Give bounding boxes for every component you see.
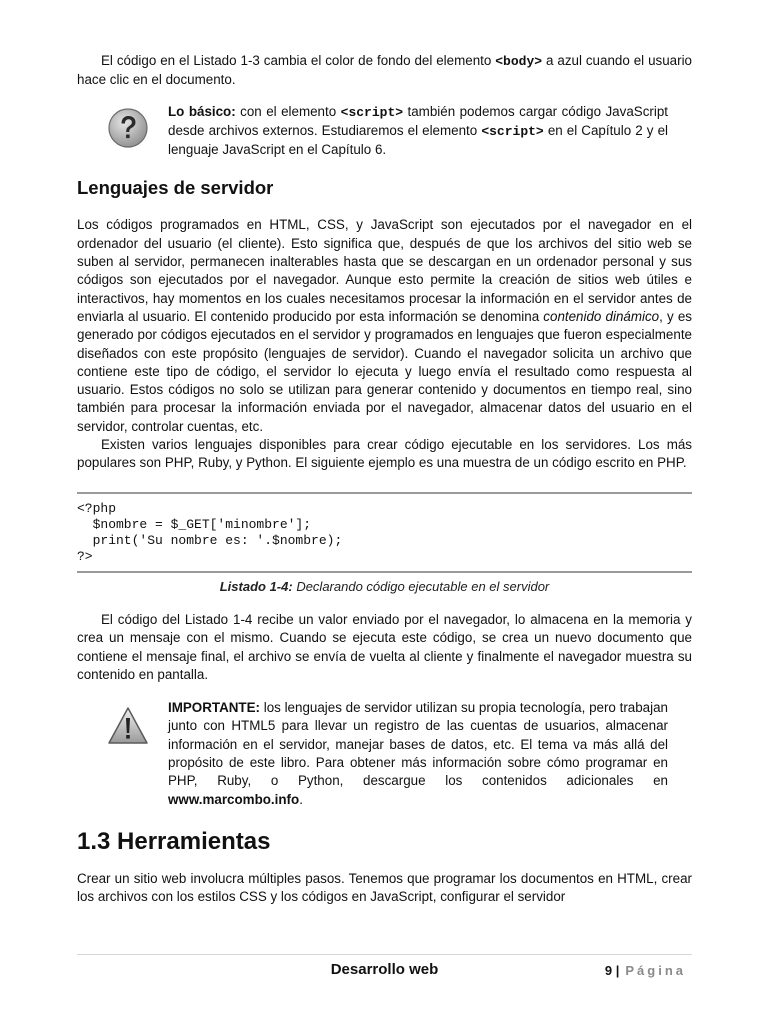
paragraph-text: , y es generado por códigos ejecutados en el servidor y programados en lenguajes que fueron especialmente diseñados con este propósito (lenguajes de servidor). Cuando el navegador solicita un archivo que contiene este tipo de código, el servidor lo ejecuta y luego envía el resultado como respuesta al usuario. Estos códigos no solo se utilizan para generar contenido y documentos en tiempo real, sino también para procesar la información enviada por el navegador, almacenar datos del usuario en el servidor, controlar cuentas, etc. (77, 308, 692, 434)
question-icon (107, 107, 149, 149)
intro-text: El código en el Listado 1-3 cambia el color de fondo del elemento (101, 53, 496, 68)
website-link[interactable]: www.marcombo.info (168, 791, 300, 807)
note-label: IMPORTANTE: (168, 700, 260, 716)
inline-code: <script> (481, 123, 544, 139)
code-block: <?php $nombre = $_GET['minombre']; print('Su nombre es: '.$nombre); ?> (77, 500, 343, 564)
note-text: los lenguajes de servidor utilizan su propia tecnología, pero trabajan junto con HTML5 para llevar un registro de las cuentas de usuarios, almacenar información en el servidor, manejar bases de datos, etc. El tema va más allá del propósito de este libro. Para obtener más información sobre cómo programar en PHP, Ruby, o Python, descargue los contenidos adicionales en (168, 700, 668, 789)
code-listing (77, 492, 692, 573)
note-basic (77, 103, 692, 160)
note-important (77, 699, 692, 809)
page-indicator (605, 963, 686, 978)
body-paragraph: Crear un sitio web involucra múltiples pasos. Tenemos que programar los documentos en HTML, crear los archivos con los estilos CSS y los códigos en JavaScript, configurar el servidor (77, 870, 692, 905)
chapter-heading: 1.3 Herramientas (77, 827, 271, 855)
note-label: Lo básico: (168, 103, 236, 119)
note-text: con el elemento (235, 103, 341, 119)
page-separator: | (615, 963, 620, 978)
note-important-text (168, 699, 668, 809)
paragraph-text: Los códigos programados en HTML, CSS, y JavaScript son ejecutados por el navegador en el ordenador del usuario (el cliente). Esto significa que, después de que los archivos del sitio web se suben al servidor, permanecen inalterables hasta que se descargan en un ordenador personal y sus códigos son ejecutados por el navegador. Aunque esto permite la creación de sitios web útiles e interactivos, hay momentos en los cuales necesitamos procesar la información en el servidor antes de enviarla al usuario. El contenido producido por esta información se denomina (77, 217, 692, 324)
caption-text: Declarando código ejecutable en el servidor (292, 578, 550, 594)
page-number: 9 (604, 963, 613, 978)
footer-title: Desarrollo web (330, 961, 439, 978)
note-basic-text (168, 103, 668, 160)
body-paragraph (77, 216, 692, 436)
inline-code: <body> (495, 54, 543, 69)
note-text: . (299, 791, 303, 807)
intro-paragraph (77, 52, 692, 90)
inline-code: <script> (340, 104, 404, 120)
note-text: también podemos cargar código JavaScript desde archivos externos. Estudiaremos el elemento (168, 103, 668, 138)
page-label: Página (625, 963, 686, 978)
page-footer (77, 954, 692, 985)
page-content (77, 52, 692, 907)
caption-label: Listado 1-4: (219, 578, 293, 594)
body-paragraph: Existen varios lenguajes disponibles para crear código ejecutable en los servidores. Los más populares son PHP, Ruby, y Python. El siguiente ejemplo es una muestra de un código escrito en PHP. (77, 437, 692, 471)
intro-text-end: a azul cuando el usuario hace clic en el documento. (77, 53, 692, 88)
body-paragraph: El código del Listado 1-4 recibe un valor enviado por el navegador, lo almacena en la memoria y crea un mensaje con el mismo. Cuando se ejecuta este código, se crea un nuevo documento que contiene el mensaje final, el archivo se envía de vuelta al cliente y finalmente el navegador muestra su contenido en pantalla. (77, 611, 692, 682)
emphasis: contenido dinámico (543, 308, 660, 324)
section-heading: Lenguajes de servidor (77, 177, 274, 199)
listing-caption (77, 578, 692, 596)
note-text: en el Capítulo 2 y el lenguaje JavaScript en el Capítulo 6. (168, 122, 668, 158)
warning-icon (107, 705, 149, 747)
